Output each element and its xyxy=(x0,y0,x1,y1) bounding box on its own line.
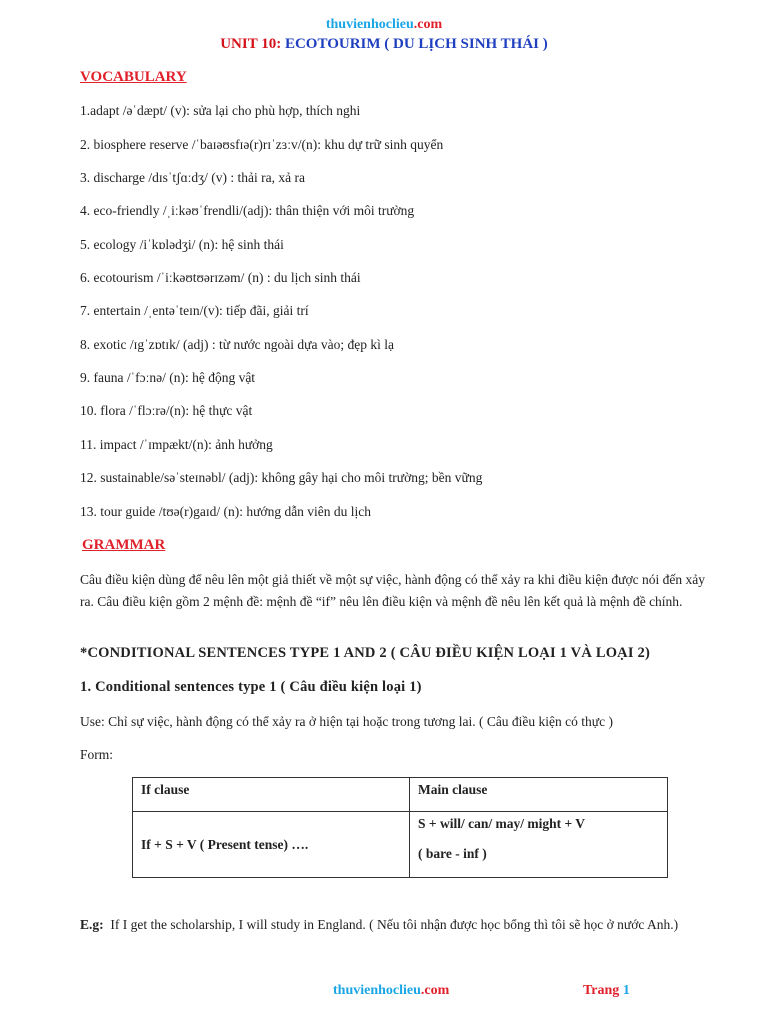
conditional-main-heading: *CONDITIONAL SENTENCES TYPE 1 AND 2 ( CÂU ĐIỀU KIỆN LOẠI 1 VÀ LOẠI 2) xyxy=(80,645,650,661)
vocab-item: 1.adapt /əˈdæpt/ (v): sửa lại cho phù hợp, thích nghi xyxy=(80,103,361,118)
vocab-item: 13. tour guide /tʊə(r)gaɪd/ (n): hướng dẫn viên du lịch xyxy=(80,504,372,519)
vocab-item: 12. sustainable/səˈsteɪnəbl/ (adj): không gây hại cho môi trường; bền vững xyxy=(80,470,483,485)
example-label: E.g: xyxy=(80,917,104,932)
page-label: Trang xyxy=(583,983,620,998)
vocab-item: 7. entertain /ˌentəˈteɪn/(v): tiếp đãi, giải trí xyxy=(80,303,309,318)
table-header-if-clause: If clause xyxy=(133,778,410,812)
example-text: If I get the scholarship, I will study in England. ( Nếu tôi nhận được học bổng thì tôi sẽ học ở nước Anh.) xyxy=(110,917,679,932)
page-number-value: 1 xyxy=(622,983,630,998)
page-title xyxy=(0,36,768,53)
grammar-intro: Câu điều kiện dùng để nêu lên một giả thiết về một sự việc, hành động có thể xảy ra khi điều kiện được nói đến xảy ra. Câu điều kiện gồm 2 mệnh đề: mệnh đề “if” nêu lên điều kiện và mệnh đề nêu lên kết quả là mệnh đề chính. xyxy=(80,572,705,609)
form-label: Form: xyxy=(80,747,114,762)
use-text: Use: Chỉ sự việc, hành động có thể xảy ra ở hiện tại hoặc trong tương lai. ( Câu điều kiện có thực ) xyxy=(80,714,613,729)
page-number xyxy=(583,983,630,999)
vocabulary-heading: VOCABULARY xyxy=(80,69,187,85)
footer-site-domain: .com xyxy=(420,983,450,998)
vocab-item: 11. impact /ˈɪmpækt/(n): ảnh hưởng xyxy=(80,437,273,452)
form-table xyxy=(132,777,668,878)
vocab-item: 4. eco-friendly /ˌiːkəʊˈfrendli/(adj): thân thiện với môi trường xyxy=(80,203,415,218)
vocab-item: 6. ecotourism /ˈiːkəʊtʊərɪzəm/ (n) : du lịch sinh thái xyxy=(80,270,361,285)
site-header xyxy=(0,17,768,33)
if-clause-form: If + S + V ( Present tense) …. xyxy=(133,812,410,878)
main-clause-line-1: S + will/ can/ may/ might + V xyxy=(418,816,586,831)
site-domain: .com xyxy=(413,17,443,32)
unit-label: UNIT 10: xyxy=(220,36,282,52)
type1-heading: 1. Conditional sentences type 1 ( Câu điều kiện loại 1) xyxy=(80,679,422,695)
footer-site xyxy=(333,983,449,999)
main-clause-form xyxy=(410,812,668,878)
example-sentence xyxy=(80,914,720,936)
vocab-item: 3. discharge /dɪsˈtʃɑːdʒ/ (v) : thải ra, xả ra xyxy=(80,170,305,185)
site-name: thuvienhoclieu xyxy=(325,17,414,32)
grammar-heading: GRAMMAR xyxy=(82,537,166,553)
vocab-item: 5. ecology /iˈkɒlədʒi/ (n): hệ sinh thái xyxy=(80,237,284,252)
vocab-item: 9. fauna /ˈfɔːnə/ (n): hệ động vật xyxy=(80,370,256,385)
vocab-item: 2. biosphere reserve /ˈbaɪəʊsfɪə(r)rɪˈzɜːv/(n): khu dự trữ sinh quyển xyxy=(80,137,444,152)
table-header-main-clause: Main clause xyxy=(410,778,668,812)
main-clause-line-2: ( bare - inf ) xyxy=(418,846,487,861)
vocab-item: 8. exotic /ɪgˈzɒtɪk/ (adj) : từ nước ngoài dựa vào; đẹp kì lạ xyxy=(80,337,394,352)
footer-site-name: thuvienhoclieu xyxy=(333,983,421,998)
vocab-item: 10. flora /ˈflɔːrə/(n): hệ thực vật xyxy=(80,403,253,418)
unit-topic: ECOTOURIM ( DU LỊCH SINH THÁI ) xyxy=(284,36,548,52)
